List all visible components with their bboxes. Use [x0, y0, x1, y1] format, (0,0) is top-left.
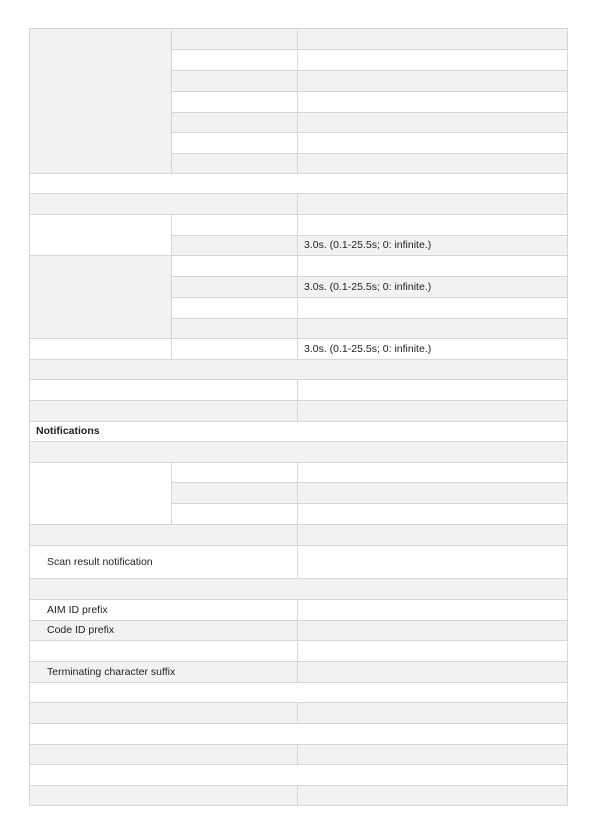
- table-cell: [29, 462, 172, 525]
- table-cell: [29, 28, 172, 174]
- table-cell: [171, 318, 298, 339]
- table-cell: [171, 28, 298, 50]
- table-row: [29, 764, 568, 786]
- aim-id-prefix-label: AIM ID prefix: [29, 599, 298, 621]
- table-cell: [29, 255, 172, 339]
- table-cell: [29, 214, 172, 256]
- table-cell: [297, 545, 568, 579]
- table-cell: [171, 482, 298, 504]
- table-cell: [297, 132, 568, 154]
- table-cell: [297, 785, 568, 806]
- table-cell: [297, 620, 568, 641]
- table-row: [29, 359, 568, 380]
- table-cell: [29, 379, 298, 401]
- table-cell: [297, 640, 568, 662]
- table-cell: [297, 318, 568, 339]
- table-cell: [297, 153, 568, 174]
- table-cell: [29, 400, 298, 422]
- table-row: [29, 173, 568, 194]
- timeout-value: 3.0s. (0.1-25.5s; 0: infinite.): [297, 276, 568, 298]
- table-row: [29, 682, 568, 703]
- table-cell: [29, 640, 298, 662]
- table-cell: [297, 599, 568, 621]
- table-cell: [171, 503, 298, 525]
- table-row: [29, 578, 568, 600]
- table-cell: [171, 297, 298, 319]
- table-cell: [29, 193, 298, 215]
- table-cell: [297, 214, 568, 236]
- table-cell: [29, 702, 298, 724]
- table-cell: [171, 132, 298, 154]
- table-cell: [297, 91, 568, 113]
- table-cell: [171, 235, 298, 256]
- table-cell: [171, 153, 298, 174]
- table-cell: [29, 744, 298, 765]
- table-cell: [297, 702, 568, 724]
- table-cell: [171, 214, 298, 236]
- code-id-prefix-label: Code ID prefix: [29, 620, 298, 641]
- table-cell: [297, 28, 568, 50]
- table-cell: [171, 338, 298, 360]
- table-cell: [171, 462, 298, 483]
- table-cell: [297, 482, 568, 504]
- table-cell: [171, 70, 298, 92]
- table-cell: [297, 503, 568, 525]
- table-cell: [297, 193, 568, 215]
- timeout-value: 3.0s. (0.1-25.5s; 0: infinite.): [297, 338, 568, 360]
- table-cell: [297, 462, 568, 483]
- table-cell: [297, 661, 568, 683]
- terminating-character-suffix-label: Terminating character suffix: [29, 661, 298, 683]
- table-cell: [29, 338, 172, 360]
- table-cell: [29, 524, 298, 546]
- table-row: [29, 441, 568, 463]
- table-cell: [171, 255, 298, 277]
- scan-result-notification-label: Scan result notification: [29, 545, 298, 579]
- table-cell: [171, 49, 298, 71]
- section-heading-notifications: Notifications: [29, 421, 568, 442]
- table-cell: [171, 276, 298, 298]
- table-cell: [297, 744, 568, 765]
- table-cell: [171, 112, 298, 134]
- table-cell: [297, 379, 568, 401]
- table-cell: [297, 297, 568, 319]
- table-cell: [297, 112, 568, 134]
- table-row: [29, 723, 568, 745]
- table-cell: [171, 91, 298, 113]
- table-cell: [297, 70, 568, 92]
- timeout-value: 3.0s. (0.1-25.5s; 0: infinite.): [297, 235, 568, 256]
- table-cell: [297, 524, 568, 546]
- table-cell: [297, 49, 568, 71]
- table-cell: [29, 785, 298, 806]
- table-cell: [297, 400, 568, 422]
- table-cell: [297, 255, 568, 277]
